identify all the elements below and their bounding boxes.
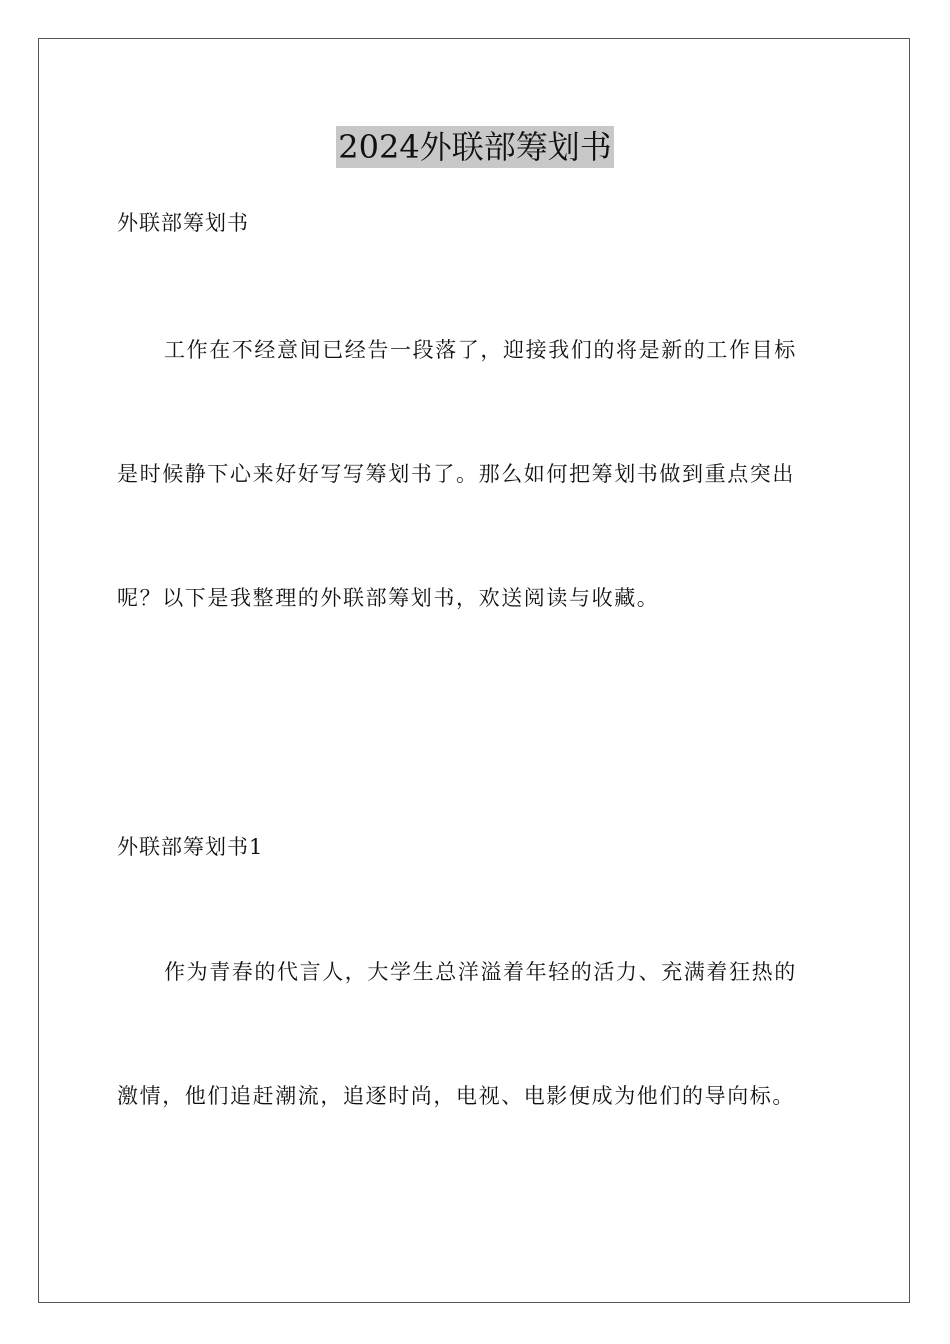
section-1-line-2: 激情，他们追赶潮流，追逐时尚，电视、电影便成为他们的导向标。: [117, 1084, 795, 1108]
document-title: 2024外联部筹划书: [338, 128, 612, 166]
intro-line-1: 工作在不经意间已经告一段落了，迎接我们的将是新的工作目标: [164, 338, 797, 362]
section-1-heading: 外联部筹划书1: [117, 835, 264, 859]
intro-line-2: 是时候静下心来好好写写筹划书了。那么如何把筹划书做到重点突出: [117, 462, 795, 486]
title-container: [0, 126, 950, 168]
document-subtitle: 外联部筹划书: [117, 211, 249, 235]
intro-line-3: 呢？以下是我整理的外联部筹划书，欢送阅读与收藏。: [117, 586, 660, 610]
section-1-line-1: 作为青春的代言人，大学生总洋溢着年轻的活力、充满着狂热的: [164, 960, 797, 984]
